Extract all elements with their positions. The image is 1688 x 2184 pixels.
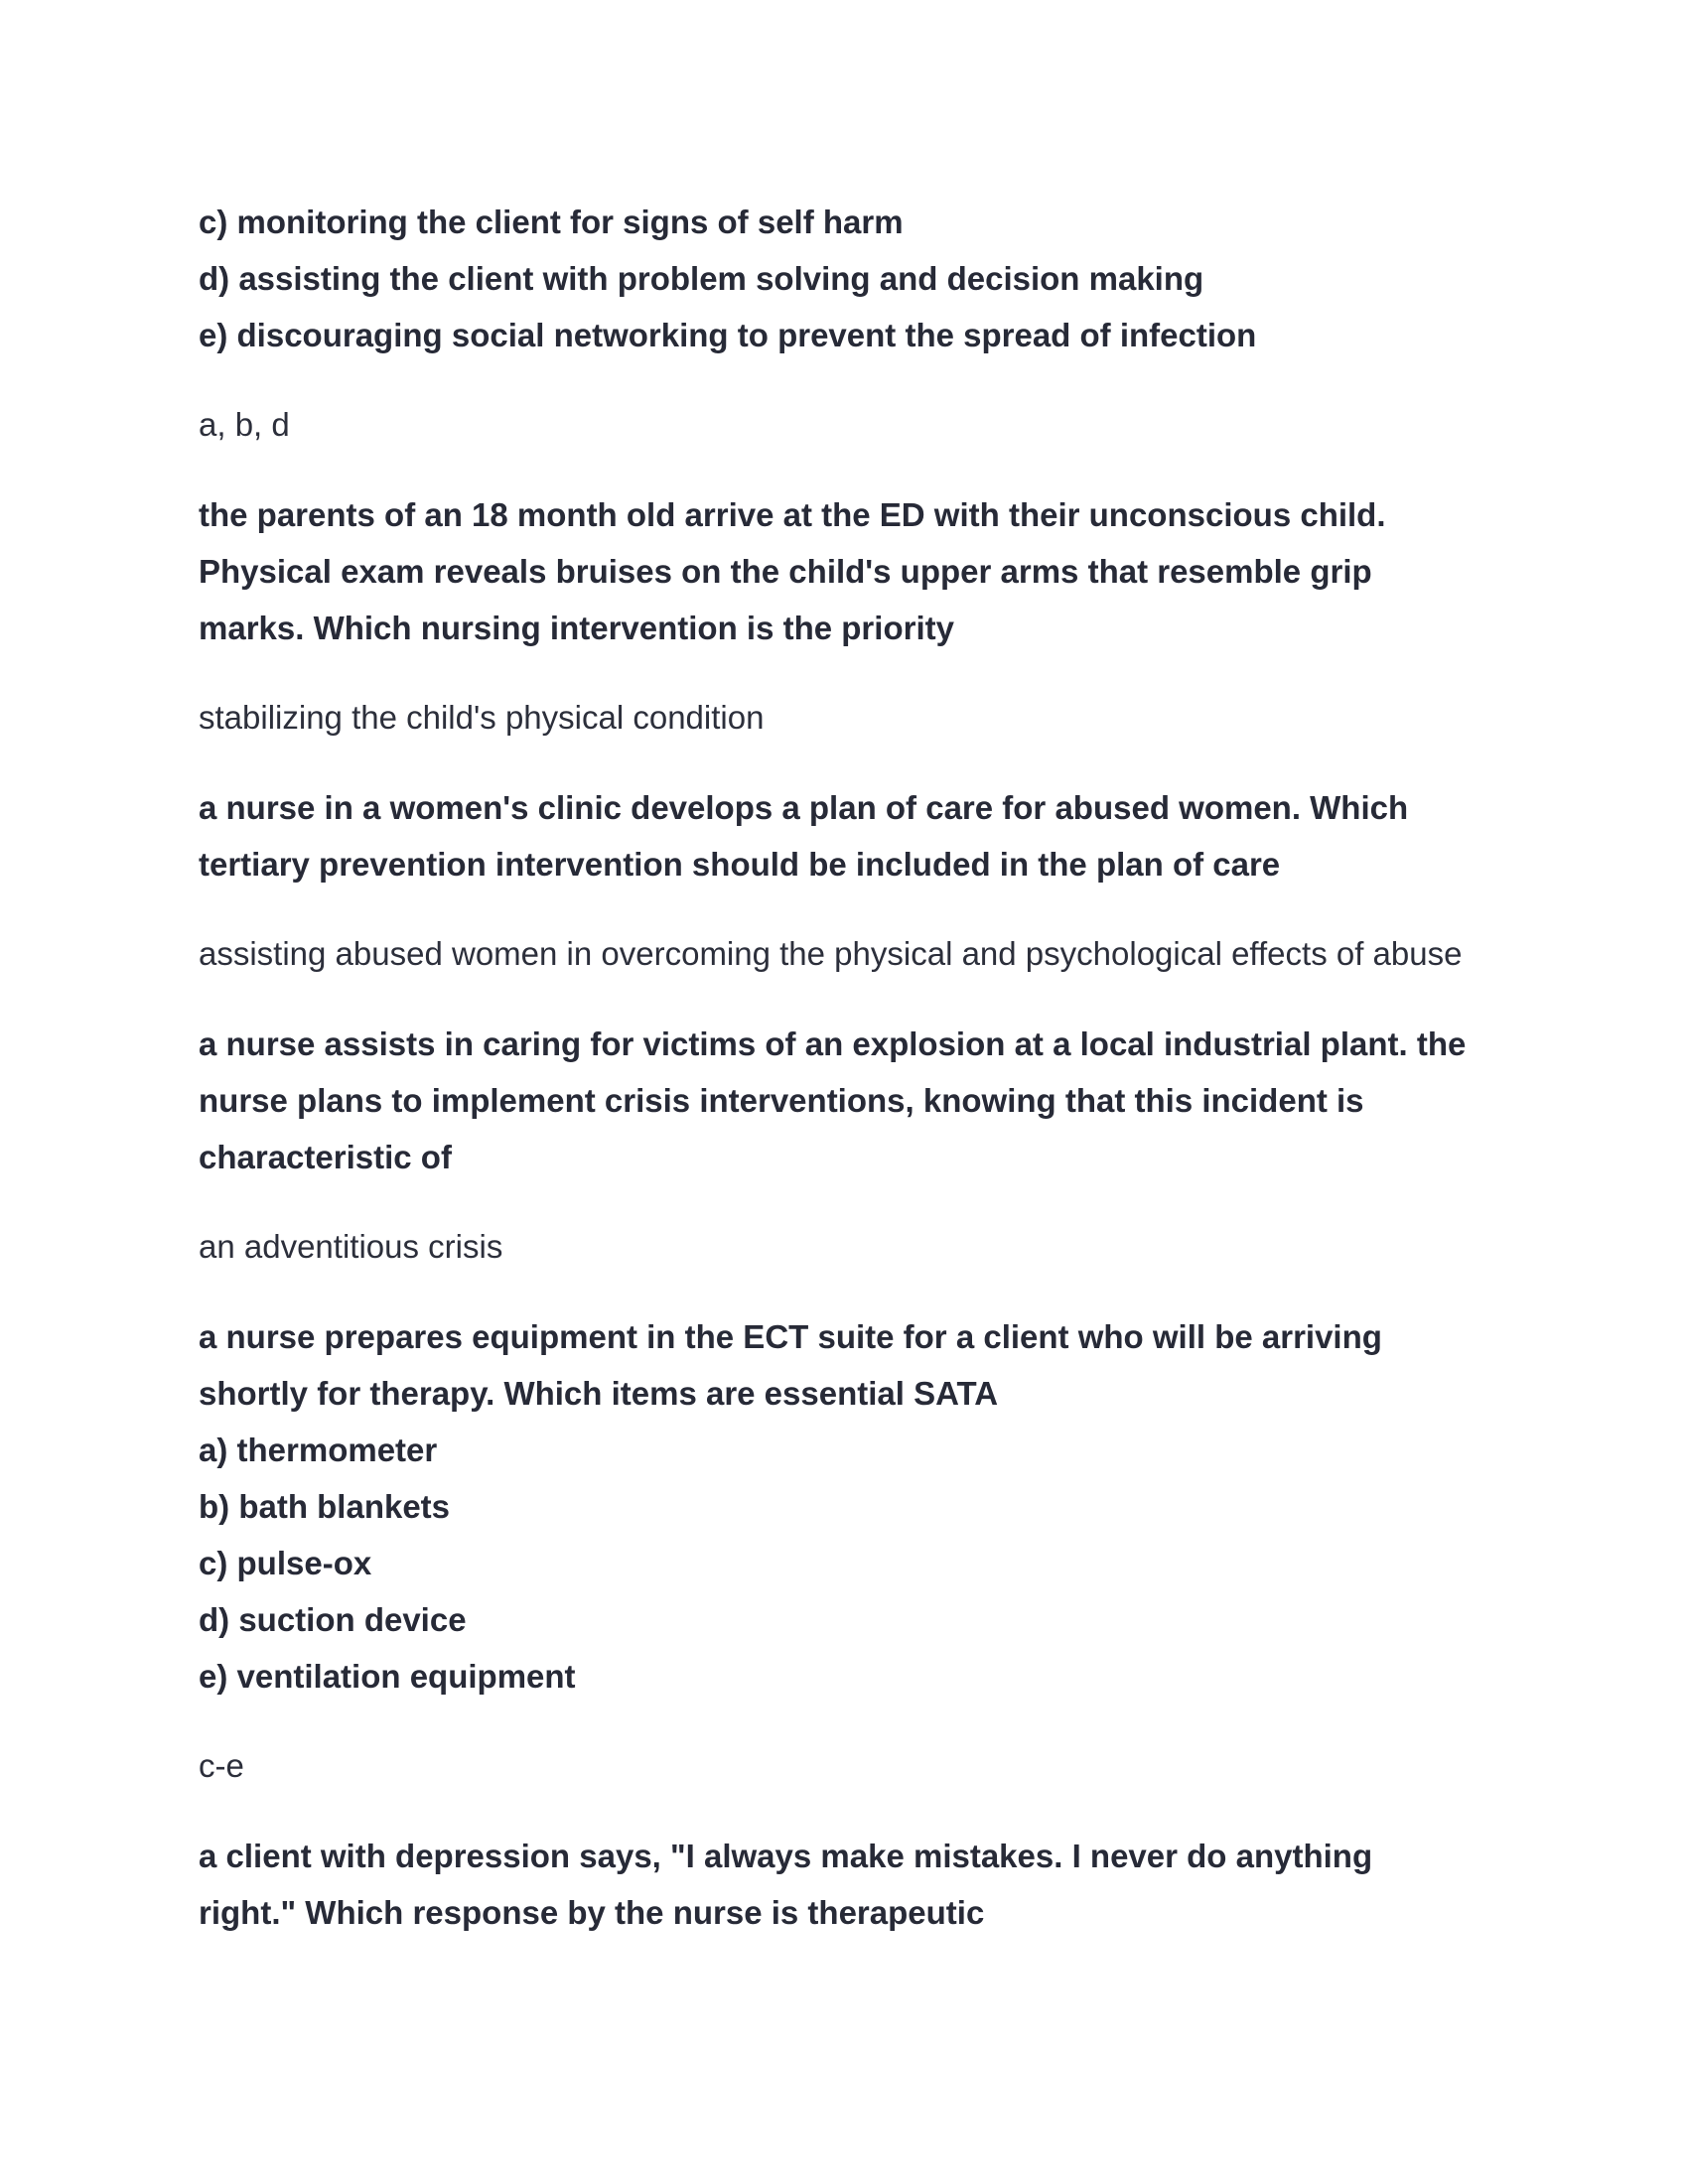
question-line: a nurse assists in caring for victims of an explosion at a local industrial plant. the xyxy=(199,1025,1467,1062)
question-line: marks. Which nursing intervention is the priority xyxy=(199,610,954,646)
answer-block-1 xyxy=(199,396,1509,453)
question-line: a client with depression says, "I always make mistakes. I never do anything xyxy=(199,1838,1373,1874)
question-line: characteristic of xyxy=(199,1139,452,1175)
answer-block-3 xyxy=(199,925,1509,982)
question-block-4 xyxy=(199,1016,1509,1185)
answer-text: an adventitious crisis xyxy=(199,1228,503,1265)
question-line: a nurse prepares equipment in the ECT suite for a client who will be arriving xyxy=(199,1318,1382,1355)
option-line: b) bath blankets xyxy=(199,1488,451,1525)
answer-block-5 xyxy=(199,1737,1509,1794)
document-page xyxy=(199,194,1509,1941)
question-line: d) assisting the client with problem solving and decision making xyxy=(199,260,1204,297)
question-line: a nurse in a women's clinic develops a plan of care for abused women. Which xyxy=(199,789,1409,826)
answer-block-2 xyxy=(199,689,1509,746)
answer-text: assisting abused women in overcoming the physical and psychological effects of abuse xyxy=(199,935,1463,972)
answer-text: stabilizing the child's physical condition xyxy=(199,699,765,736)
question-line: c) monitoring the client for signs of self harm xyxy=(199,204,904,240)
question-block-5 xyxy=(199,1308,1509,1705)
question-line: nurse plans to implement crisis interventions, knowing that this incident is xyxy=(199,1082,1364,1119)
question-line: shortly for therapy. Which items are essential SATA xyxy=(199,1375,999,1412)
option-line: e) ventilation equipment xyxy=(199,1658,576,1695)
question-line: tertiary prevention intervention should be included in the plan of care xyxy=(199,846,1281,883)
question-line: the parents of an 18 month old arrive at the ED with their unconscious child. xyxy=(199,496,1386,533)
option-line: a) thermometer xyxy=(199,1432,438,1468)
question-block-1 xyxy=(199,194,1509,363)
answer-text: a, b, d xyxy=(199,406,290,443)
question-block-3 xyxy=(199,779,1509,892)
question-line: e) discouraging social networking to prevent the spread of infection xyxy=(199,317,1257,353)
answer-block-4 xyxy=(199,1218,1509,1275)
answer-text: c-e xyxy=(199,1747,244,1784)
question-line: right." Which response by the nurse is therapeutic xyxy=(199,1894,985,1931)
question-line: Physical exam reveals bruises on the child's upper arms that resemble grip xyxy=(199,553,1372,590)
question-block-6 xyxy=(199,1828,1509,1941)
option-line: d) suction device xyxy=(199,1601,467,1638)
question-block-2 xyxy=(199,486,1509,656)
option-line: c) pulse-ox xyxy=(199,1545,372,1581)
